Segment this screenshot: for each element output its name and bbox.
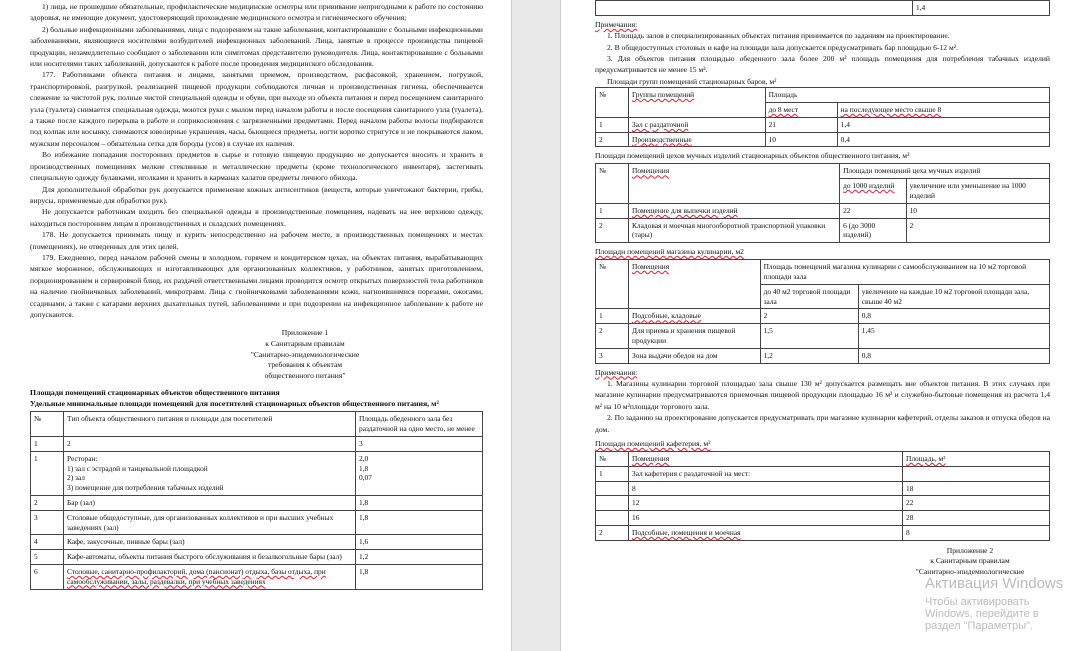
table-row xyxy=(596,117,1050,132)
table-row xyxy=(596,324,1050,349)
activation-title: Активация Windows xyxy=(925,575,1064,592)
table-cell: 0,4 xyxy=(837,132,1049,147)
table-header-cell: Площадь помещений магазина кулинарии с самообслуживанием на 10 м2 торговой площади зала xyxy=(760,260,1049,285)
table-header-cell: № xyxy=(596,88,629,118)
table-cell: 1 xyxy=(596,466,629,481)
note: 2. По заданию на проектирование допускается предусматривать при магазине кулинарии кафетерий, отделы заказов и отпуска обедов на дом. xyxy=(595,413,1051,434)
table-cell: Кафе, закусочные, пивные бары (зал) xyxy=(64,535,356,550)
table-header-cell: увеличение или уменьшение на 1000 изделий xyxy=(906,179,1049,204)
table-cell: Для приема и хранения пищевой продукции xyxy=(629,324,761,349)
table-cell: 16 xyxy=(629,511,903,526)
table-cell xyxy=(596,1,913,16)
activation-subtitle: Чтобы активировать Windows, перейдите в раздел "Параметры". xyxy=(925,596,1039,632)
table-cell: 8 xyxy=(629,481,903,496)
appendix-line: "Санитарно-эпидемиологические xyxy=(915,566,1025,576)
table-header-row xyxy=(596,88,1050,103)
notes-label: Примечания: xyxy=(595,19,638,29)
table-header-cell: Группы помещений xyxy=(629,88,766,118)
bars-table xyxy=(595,87,1050,147)
table-row xyxy=(596,132,1050,147)
table-cell: 12 xyxy=(629,496,903,511)
note: 3. Для объектов питания площадью обеденного зала более 200 м² площадь помещения для потребления табачных изделий предусматривается не менее 15 м². xyxy=(595,54,1050,75)
table-title: Площади помещений магазина кулинарии, м2 xyxy=(595,247,744,257)
table-cell: 8 xyxy=(903,526,1050,541)
table-cell: Зал кафетерия с раздаточной на мест: xyxy=(629,466,903,481)
table-header-cell: Помещения xyxy=(629,260,761,309)
table-cell: Ресторан: 1) зал с эстрадой и танцевальной площадкой 2) зал 3) помещение для потребления табачных изделий xyxy=(64,451,356,495)
appendix-block xyxy=(595,546,1050,578)
table-header-row xyxy=(31,412,483,437)
table-row xyxy=(31,535,483,550)
table-cell: 21 xyxy=(765,117,837,132)
culinary-store-table xyxy=(595,259,1050,363)
table-header-cell: Площадь, м² xyxy=(903,452,1050,467)
table-cell: Производственные xyxy=(629,132,766,147)
table-cell: 2 xyxy=(906,218,1049,243)
table-cell xyxy=(903,466,1050,481)
appendix-line: Приложение 1 xyxy=(281,328,329,338)
paragraph: 2) больные инфекционными заболеваниями, лица с подозрением на такие заболевания, контактировавшие с больными инфекционными заболеваниями, являющиеся носителями возбудителей инфекционных заболеваний. Лица, занятые в процессе производства пищевой продукции, незамедлительно сообщают о заболевании или симптомах представителю руководителя. Лица, контактировавшие с больными или носителями таких заболеваний, допускаются к работе после проведения медицинского обследования. xyxy=(30,24,483,69)
appendix-line: к Санитарным правилам xyxy=(265,338,345,348)
table-cell: Помещение для выпечки изделий xyxy=(629,203,840,218)
table-cell: 1,45 xyxy=(858,324,1049,349)
table-cell: 1 xyxy=(31,451,64,495)
windows-activation-watermark xyxy=(925,575,1070,632)
table-header-cell: № xyxy=(596,164,629,203)
table-cell: 3 xyxy=(31,510,64,535)
table-row xyxy=(596,348,1050,363)
table-row xyxy=(596,218,1050,243)
paragraph: 178. Не допускается принимать пищу и курить непосредственно на рабочем месте, в производственных помещениях и местах (помещениях), не отведенных для этих целей. xyxy=(30,230,483,251)
appendix-line: к Санитарным правилам xyxy=(930,556,1010,566)
table-row xyxy=(31,451,483,495)
table-cell: 4 xyxy=(31,535,64,550)
table-cell: 0,8 xyxy=(858,309,1049,324)
table-cell: 1,8 xyxy=(356,495,483,510)
table-cell: 3 xyxy=(596,348,629,363)
appendix-line: Приложение 2 xyxy=(946,545,994,555)
table-title: Площади помещений кафетерия, м² xyxy=(595,439,711,449)
document-page-left xyxy=(0,0,512,651)
table-cell: 10 xyxy=(765,132,837,147)
appendix-line: общественного питания" xyxy=(264,370,346,380)
paragraph: Во избежание попадания посторонних предметов в сырье и готовую пищевую продукцию не допускается вносить и хранить в производственных помещениях мелкие стеклянные и металлические предметы (кроме технологического инвентаря), застегивать специальную одежду булавками, иголками и хранить в карманах халатов предметы личного обихода. xyxy=(30,150,483,183)
table-cell: Столовые, санитарно-профилакторий, дома (пансионат) отдыха, базы отдыха, при самообслуживании, залы, раздевалки, при учебных заведениях xyxy=(64,564,356,589)
appendix-line: "Санитарно-эпидемиологические xyxy=(250,349,360,359)
table-cell: 6 (до 3000 изделий) xyxy=(840,218,906,243)
table-cell: 1,2 xyxy=(760,348,858,363)
table-header-cell: Площадь обеденного зала без раздаточной на одно место, не менее xyxy=(356,412,483,437)
table-header-cell: до 8 мест xyxy=(765,103,837,118)
table-cell: 18 xyxy=(903,481,1050,496)
body-text xyxy=(30,1,483,320)
paragraph: 179. Ежедневно, перед началом рабочей смены в холодном, горячем и кондитерском цехах, на объектах питания, вырабатывающих мягкое мороженое, обслуживающих и изготавливающих для организованных коллективов, у работников, занятых приготовлением, порционированием и сервировкой блюд, их раздачей ответственными лицами проводится осмотр открытых поверхностей тела работников на наличие гнойничковых заболеваний, микротравм. Лица с гнойничковыми заболеваниями кожи, нагноившимися порезами, ожогами, ссадинами, а также с катарами верхних дыхательных путей, заболеваниями и при подозрении на инфекционное заболевание к работе не допускаются. xyxy=(30,252,483,319)
table-row xyxy=(31,550,483,565)
appendix-block xyxy=(30,328,483,381)
paragraph: 177. Работниками объекта питания и лицами, занятыми приемом, производством, расфасовкой, хранением, погрузкой, транспортировкой, разгрузкой, реализацией пищевой продукции соблюдаются личная и производственная гигиена, обеспечивается слежение за чистотой рук, полные чистой специальной одежды и обуви, при выходе из объекта питания и перед посещением санитарного узла (туалета) снимается специальная одежда, моются руки с мылом перед началом работы и после посещения санитарного узла (туалета), а также после каждого перерыва в работе и соприкосновения с загрязненными предметами. Перед началом работы волосы подбираются под колпак или косынку, снимаются ювелирные украшения, часы, бьющиеся предметы, ногти коротко стригутся и не покрываются лаком, мужским персоналом – обязательна сетка для бороды (усов) в случае их наличия. xyxy=(30,70,483,148)
table-cell xyxy=(596,496,629,511)
table-cell: 1,8 xyxy=(356,564,483,589)
table-cell: 2 xyxy=(596,218,629,243)
table-header-cell: № xyxy=(596,260,629,309)
table-cell: 1,8 xyxy=(356,510,483,535)
table-header-cell: Помещения xyxy=(629,452,903,467)
table-row xyxy=(596,1,1050,16)
table-cell: 2,0 1,8 0,07 xyxy=(356,451,483,495)
table-row xyxy=(31,495,483,510)
table-cell: Зал с раздаточной xyxy=(629,117,766,132)
table-row xyxy=(596,466,1050,481)
paragraph: Для дополнительной обработки рук допускается применение кожных антисептиков (веществ, которые уничтожают бактерии, грибы, вирусы, применяемые для обработки рук). xyxy=(30,184,483,205)
table-cell: 1,4 xyxy=(913,1,1050,16)
table-cell: 1,6 xyxy=(356,535,483,550)
note: 2. В общедоступных столовых и кафе на площади зала допускается предусматривать бар площадью 6-12 м². xyxy=(607,42,958,52)
table-cell: Кафе-автоматы, объекты питания быстрого обслуживания и безалкогольные бары (зал) xyxy=(64,550,356,565)
table-cell: 1,2 xyxy=(356,550,483,565)
table-row xyxy=(596,526,1050,541)
document-page-right xyxy=(560,0,1070,651)
continued-table-fragment xyxy=(595,0,1050,16)
notes-label: Примечания: xyxy=(595,367,638,377)
table-cell: 1 xyxy=(31,436,64,451)
table-cell: 2 xyxy=(596,132,629,147)
cafeteria-table xyxy=(595,451,1050,541)
table-cell: Подсобные, помещения и моечная xyxy=(629,526,903,541)
table-cell: 2 xyxy=(760,309,858,324)
table-header-cell: № xyxy=(596,452,629,467)
table-cell: 6 xyxy=(31,564,64,589)
table-header-row xyxy=(596,452,1050,467)
table-cell: Бар (зал) xyxy=(64,495,356,510)
table-cell xyxy=(596,481,629,496)
table-header-row xyxy=(596,260,1050,285)
table-cell: 2 xyxy=(596,526,629,541)
table-header-cell: Площадь xyxy=(765,88,1049,103)
table-row xyxy=(596,511,1050,526)
table-cell: 3 xyxy=(356,436,483,451)
table-row xyxy=(31,564,483,589)
table-cell: Столовые общедоступные, для организованных коллективов и при высших учебных заведениях (зал) xyxy=(64,510,356,535)
table-header-cell: Помещения xyxy=(629,164,840,203)
table-cell: 2 xyxy=(596,324,629,349)
table-cell: 0,8 xyxy=(858,348,1049,363)
table-cell: 1,4 xyxy=(837,117,1049,132)
appendix-line: требования к объектам xyxy=(267,360,343,370)
table-row xyxy=(596,481,1050,496)
table-title: Площади помещений цехов мучных изделий стационарных объектов общественного питания, м² xyxy=(595,151,910,161)
flour-products-table xyxy=(595,163,1050,243)
table-header-cell: увеличение на каждые 10 м2 торговой площади зала, свыше 40 м2 xyxy=(858,284,1049,309)
table-cell: 22 xyxy=(903,496,1050,511)
table-cell: 1,5 xyxy=(760,324,858,349)
table-header-cell: до 1000 изделий xyxy=(840,179,906,204)
seating-area-table xyxy=(30,411,483,589)
table-cell: 10 xyxy=(906,203,1049,218)
table-cell: 2 xyxy=(64,436,356,451)
table-row xyxy=(31,436,483,451)
table-cell xyxy=(596,511,629,526)
table-header-cell: Площади помещений цеха мучных изделий xyxy=(840,164,1050,179)
table-cell: 22 xyxy=(840,203,906,218)
table-cell: Кладовая и моечная многооборотной транспортной упаковки (тары) xyxy=(629,218,840,243)
table-header-cell: до 40 м2 торговой площади зала xyxy=(760,284,858,309)
table-cell: Подсобные, кладовые xyxy=(629,309,761,324)
table-header-row xyxy=(596,164,1050,179)
paragraph: 1) лица, не прошедшие обязательные, профилактические медицинские осмотры или прививание непригодными к работе по состоянию здоровья, не имеющие документ, удостоверяющий прохождение медицинского осмотра и гигиенического обучения; xyxy=(30,2,483,23)
table-header-cell: № xyxy=(31,412,64,437)
table-cell: 28 xyxy=(903,511,1050,526)
table-title: Удельные минимальные площади помещений для посетителей стационарных объектов общественного питания, м² xyxy=(30,399,439,409)
note: 1. Магазины кулинарии торговой площадью зала свыше 130 м² допускается размещать вне объектов питания. В этих случаях при магазине кулинарии предусматриваются приемочная пищевой продукции площадью 16 м² и служебно-бытовые помещения из расчета 1,4 м² на 10 м²площади торгового зала. xyxy=(595,378,1050,411)
paragraph: Не допускается работникам входить без специальной одежды в производственные помещения, надевать на нее верхнюю одежду, находиться посторонним лицам в производственных и складских помещениях. xyxy=(30,207,483,228)
section-title: Площади помещений стационарных объектов общественного питания xyxy=(30,388,280,398)
table-row xyxy=(596,496,1050,511)
table-title: Площади групп помещений стационарных баров, м² xyxy=(607,76,777,86)
note: 1. Площадь залов в специализированных объектах питания принимается по заданиям на проектирование. xyxy=(607,31,950,41)
table-row xyxy=(31,510,483,535)
table-cell: 1 xyxy=(596,117,629,132)
table-cell: 5 xyxy=(31,550,64,565)
table-row xyxy=(596,203,1050,218)
table-cell: Зона выдачи обедов на дом xyxy=(629,348,761,363)
table-cell: 2 xyxy=(31,495,64,510)
table-cell: 1 xyxy=(596,309,629,324)
table-header-cell: Тип объекта общественного питания и площади для посетителей xyxy=(64,412,356,437)
table-cell: 1 xyxy=(596,203,629,218)
table-row xyxy=(596,309,1050,324)
table-header-cell: на последующее место свыше 8 xyxy=(837,103,1049,118)
